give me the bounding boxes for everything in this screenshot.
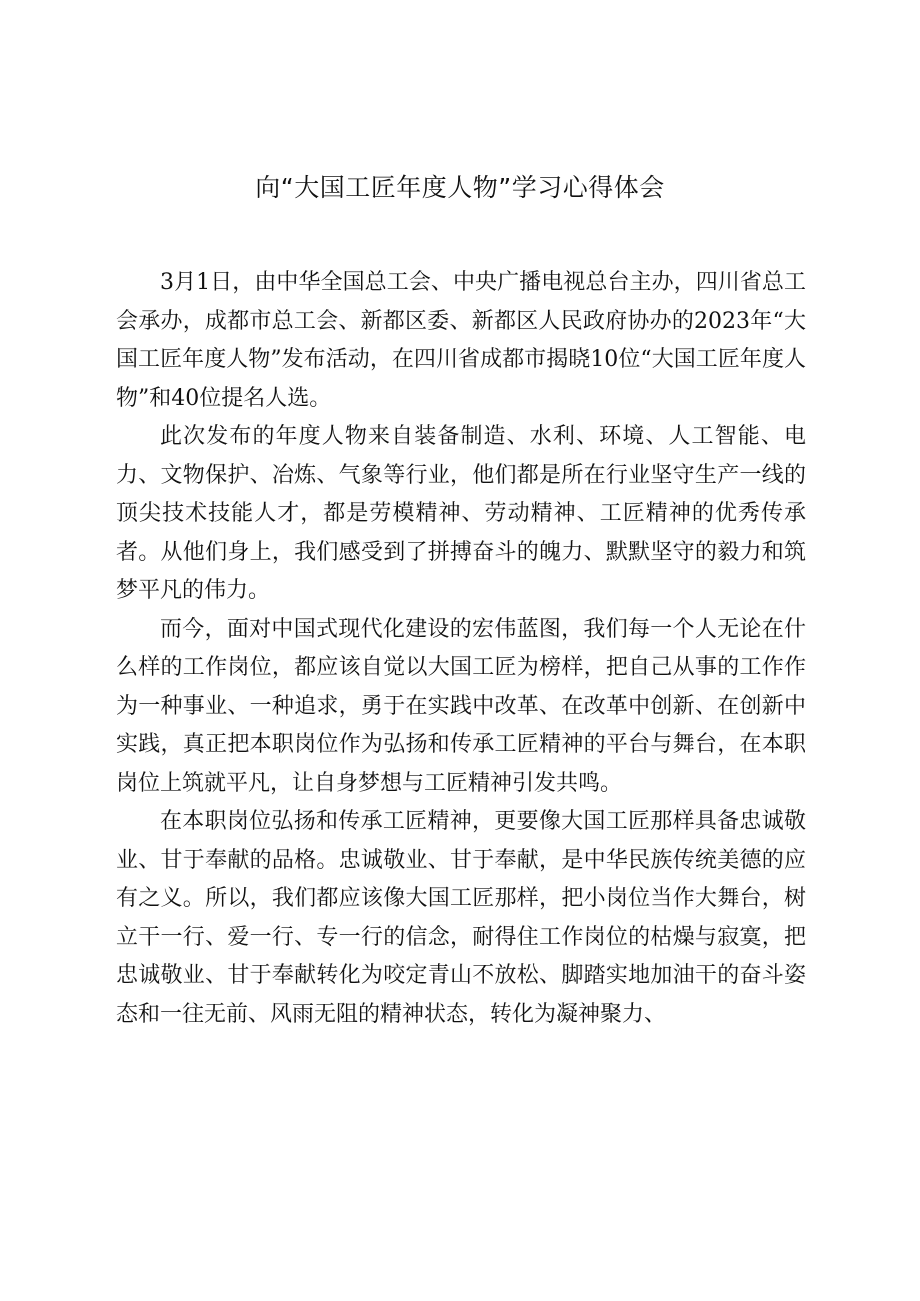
paragraph-4: 在本职岗位弘扬和传承工匠精神，更要像大国工匠那样具备忠诚敬业、甘于奉献的品格。忠诚敬业、甘于奉献，是中华民族传统美德的应有之义。所以，我们都应该像大国工匠那样，把小岗位当作大舞台，树立干一行、爱一行、专一行的信念，耐得住工作岗位的枯燥与寂寞，把忠诚敬业、甘于奉献转化为咬定青山不放松、脚踏实地加油干的奋斗姿态和一往无前、风雨无阻的精神状态，转化为凝神聚力、 (116, 809, 806, 1027)
document-body (116, 264, 806, 1034)
paragraph-1: 3月1日，由中华全国总工会、中央广播电视总台主办，四川省总工会承办，成都市总工会、新都区委、新都区人民政府协办的2023年“大国工匠年度人物”发布活动，在四川省成都市揭晓10位“大国工匠年度人物”和40位提名人选。 (116, 270, 806, 411)
document-title: 向“大国工匠年度人物”学习心得体会 (255, 173, 665, 202)
paragraph-2: 此次发布的年度人物来自装备制造、水利、环境、人工智能、电力、文物保护、冶炼、气象等行业，他们都是所在行业坚守生产一线的顶尖技术技能人才，都是劳模精神、劳动精神、工匠精神的优秀传承者。从他们身上，我们感受到了拼搏奋斗的魄力、默默坚守的毅力和筑梦平凡的伟力。 (116, 424, 806, 603)
paragraph-3: 而今，面对中国式现代化建设的宏伟蓝图，我们每一个人无论在什么样的工作岗位，都应该自觉以大国工匠为榜样，把自己从事的工作作为一种事业、一种追求，勇于在实践中改革、在改革中创新、在创新中实践，真正把本职岗位作为弘扬和传承工匠精神的平台与舞台，在本职岗位上筑就平凡，让自身梦想与工匠精神引发共鸣。 (116, 616, 806, 796)
